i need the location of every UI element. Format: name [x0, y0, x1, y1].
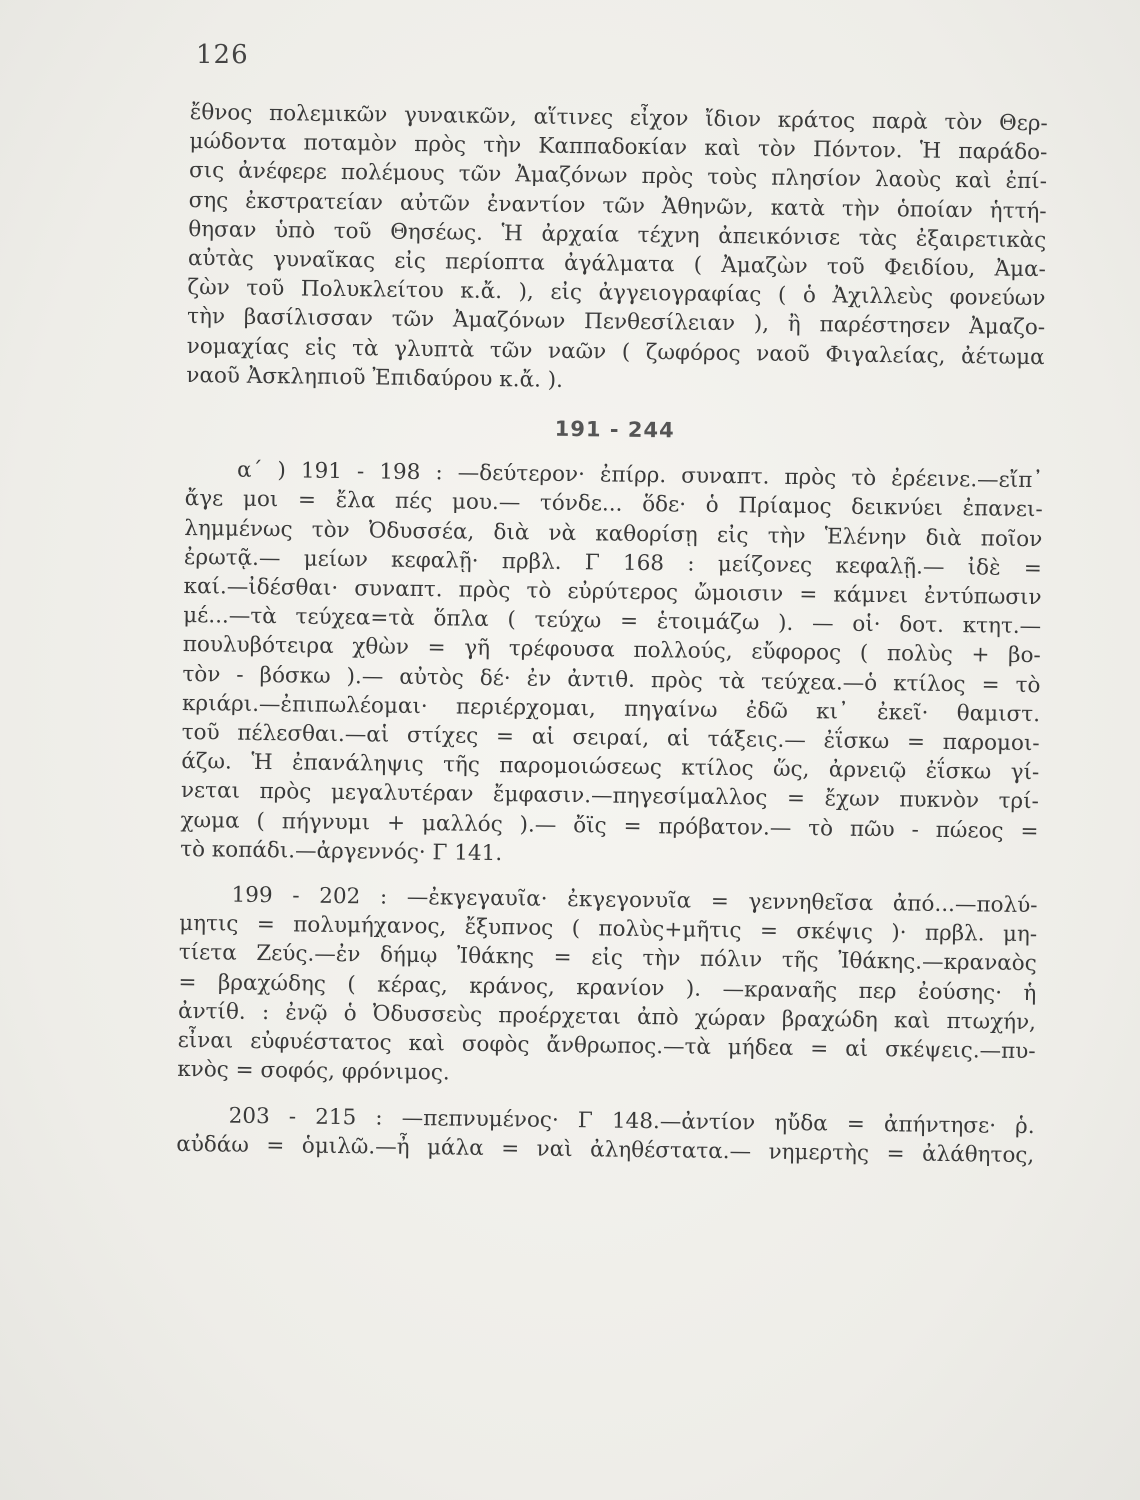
text-line: εἶναι εὐφυέστατος καὶ σοφὸς ἄνθρωπος.—τὰ μήδεα = αἱ σκέψεις.—πυ- [177, 1028, 1036, 1065]
text-block [176, 98, 1048, 1170]
text-line: = βραχώδης ( κέρας, κράνος, κρανίον ). —κραναῆς περ ἐούσης· ἡ [178, 969, 1037, 1006]
paragraph-191-198 [180, 455, 1043, 875]
text-line: θησαν ὑπὸ τοῦ Θησέως. Ἡ ἀρχαία τέχνη ἀπεικόνισε τὰς ἐξαιρετικὰς [188, 216, 1047, 254]
paragraph-amazons [186, 98, 1048, 401]
text-line: νομαχίας εἰς τὰ γλυπτὰ τῶν ναῶν ( ζωφόρος ναοῦ Φιγαλείας, ἀέτωμα [186, 333, 1045, 370]
text-line: ἔθνος πολεμικῶν γυναικῶν, αἵτινες εἶχον ἴδιον κράτος παρὰ τὸν Θερ- [189, 99, 1048, 137]
text-line: τὴν βασίλισσαν τῶν Ἀμαζόνων Πενθεσίλειαν ), ἢ παρέστησεν Ἀμαζο- [186, 304, 1046, 341]
text-line: τίετα Ζεύς.—ἐν δήμῳ Ἰθάκης = εἰς τὴν πόλιν τῆς Ἰθάκης.—κραναὸς [178, 940, 1037, 977]
text-line: σις ἀνέφερε πολέμους τῶν Ἀμαζόνων πρὸς τοὺς πλησίον λαοὺς καὶ ἐπί- [188, 158, 1048, 195]
text-line: τοῦ πέλεσθαι.—αἱ στίχες = αἱ σειραί, αἱ τάξεις.— ἐΐσκω = παρομοι- [181, 720, 1040, 757]
text-line: ναοῦ Ἀσκληπιοῦ Ἐπιδαύρου κ.ἄ. ). [186, 362, 564, 393]
text-line: καί.—ἰδέσθαι· συναπτ. πρὸς τὸ εὐρύτερος ὤμοισιν = κάμνει ἐντύπωσιν [183, 574, 1042, 611]
text-line: λημμένως τὸν Ὀδυσσέα, διὰ νὰ καθορίσῃ εἰς τὴν Ἑλένην διὰ ποῖον [184, 515, 1043, 552]
text-line: 199 - 202 : —ἐκγεγαυῖα· ἐκγεγονυῖα = γεννηθεῖσα ἀπό...—πολύ- [231, 882, 1038, 919]
text-line: κριάρι.—ἐπιπωλέομαι· περιέρχομαι, πηγαίνω ἐδῶ κι᾽ ἐκεῖ· θαμιστ. [181, 690, 1041, 728]
text-line: πουλυβότειρα χθὼν = γῆ τρέφουσα πολλούς, εὔφορος ( πολὺς + βο- [182, 632, 1041, 669]
text-line: μέ...—τὰ τεύχεα=τὰ ὅπλα ( τεύχω = ἑτοιμάζω ). — οἱ· δοτ. κτητ.— [183, 603, 1042, 640]
text-line: 203 - 215 : —πεπνυμένος· Γ 148.—ἀντίον ηὔδα = ἀπήντησε· ῥ. [228, 1103, 1035, 1139]
text-line: σης ἐκστρατείαν αὐτῶν ἐναντίον τῶν Ἀθηνῶν, κατὰ τὴν ὁποίαν ἡττή- [188, 187, 1047, 224]
paragraph-199-202 [177, 880, 1038, 1096]
text-line: μητις = πολυμήχανος, ἔξυπνος ( πολὺς+μῆτις = σκέψις )· πρβλ. μη- [179, 911, 1038, 948]
text-line: ἐρωτᾷ.— μείων κεφαλῇ· πρβλ. Γ 168 : μείζονες κεφαλῇ.— ἰδὲ = [183, 544, 1043, 582]
text-line: κνὸς = σοφός, φρόνιμος. [177, 1057, 450, 1086]
text-line: αὐδάω = ὁμιλῶ.—ἦ μάλα = ναὶ ἀληθέστατα.— νημερτὴς = ἀλάθητος, [176, 1131, 1035, 1168]
text-line: ἄγε μοι = ἔλα πές μου.— τόνδε... ὅδε· ὁ Πρίαμος δεικνύει ἐπανει- [184, 486, 1043, 523]
text-line: χωμα ( πήγνυμι + μαλλός ).— ὄϊς = πρόβατον.— τὸ πῶυ - πώεος = [180, 807, 1039, 844]
text-line: ζὼν τοῦ Πολυκλείτου κ.ἄ. ), εἰς ἀγγειογραφίας ( ὁ Ἀχιλλεὺς φονεύων [187, 275, 1046, 312]
text-line: α΄ ) 191 - 198 : —δεύτερον· ἐπίρρ. συναπτ. πρὸς τὸ ἐρέεινε.—εἴπ᾽ [236, 457, 1044, 494]
text-line: άζω. Ἡ ἐπανάληψις τῆς παρομοιώσεως κτίλος ὥς, ἀρνειῷ ἐΐσκω γί- [181, 749, 1040, 786]
text-line: νεται πρὸς μεγαλυτέραν ἔμφασιν.—πηγεσίμαλλος = ἔχων πυκνὸν τρί- [180, 778, 1040, 815]
text-line: τὸ κοπάδι.—ἀργεννός· Γ 141. [180, 836, 503, 867]
paragraph-203-215 [176, 1100, 1035, 1170]
section-heading: 191 - 244 [554, 416, 675, 443]
text-line: ἀντίθ. : ἐνῷ ὁ Ὀδυσσεὺς προέρχεται ἀπὸ χώραν βραχώδη καὶ πτωχήν, [177, 998, 1037, 1036]
text-line: μώδοντα ποταμὸν πρὸς τὴν Καππαδοκίαν καὶ τὸν Πόντον. Ἡ παράδο- [189, 129, 1048, 166]
page-number: 126 [196, 40, 249, 70]
text-line: αὐτὰς γυναῖκας εἰς περίοπτα ἀγάλματα ( Ἀμαζὼν τοῦ Φειδίου, Ἀμα- [187, 246, 1046, 283]
text-line: τὸν - βόσκω ).— αὐτὸς δέ· ἐν ἀντιθ. πρὸς τὰ τεύχεα.—ὁ κτίλος = τὸ [182, 661, 1041, 698]
